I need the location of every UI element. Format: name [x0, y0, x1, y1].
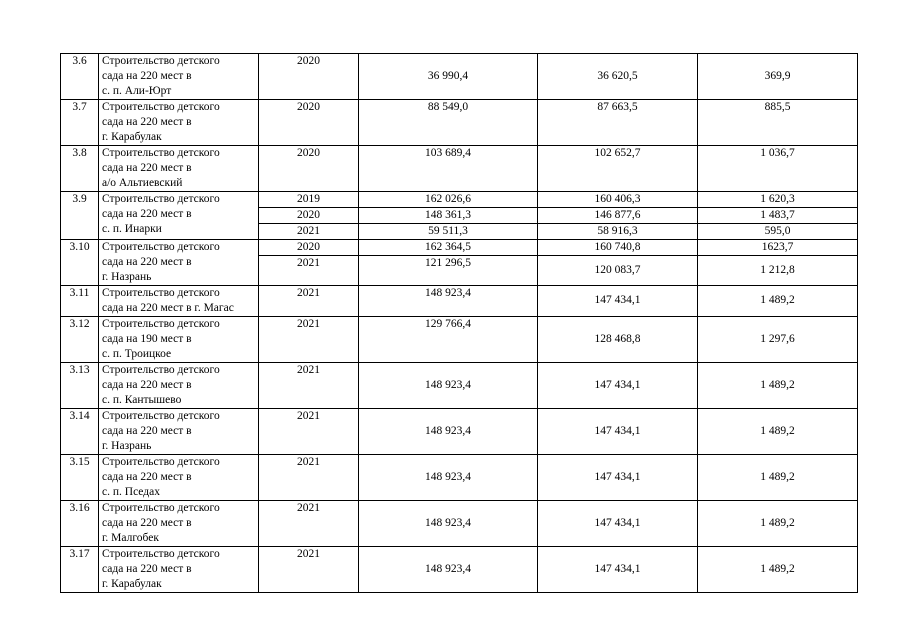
- regional-amount: 1 489,2: [698, 409, 858, 455]
- federal-amount: 128 468,8: [538, 317, 698, 363]
- project-name: Строительство детского сада на 220 мест в г. Назрань: [99, 240, 259, 286]
- regional-amount: 1 489,2: [698, 286, 858, 317]
- federal-amount: 36 620,5: [538, 54, 698, 100]
- total-amount: 148 923,4: [359, 286, 538, 317]
- federal-amount: 147 434,1: [538, 363, 698, 409]
- year-cell: 2020: [259, 146, 359, 192]
- regional-amount: 1 489,2: [698, 501, 858, 547]
- row-number: 3.11: [61, 286, 99, 317]
- year-cell: 2020: [259, 100, 359, 146]
- total-amount: 121 296,5: [359, 256, 538, 286]
- year-cell: 2021: [259, 409, 359, 455]
- year-cell: 2021: [259, 317, 359, 363]
- year-cell: 2020: [259, 54, 359, 100]
- federal-amount: 58 916,3: [538, 224, 698, 240]
- total-amount: 129 766,4: [359, 317, 538, 363]
- year-cell: 2020: [259, 240, 359, 256]
- row-number: 3.8: [61, 146, 99, 192]
- total-amount: 162 026,6: [359, 192, 538, 208]
- total-amount: 148 923,4: [359, 547, 538, 593]
- federal-amount: 160 406,3: [538, 192, 698, 208]
- regional-amount: 369,9: [698, 54, 858, 100]
- year-cell: 2021: [259, 286, 359, 317]
- total-amount: 148 923,4: [359, 363, 538, 409]
- regional-amount: 1 489,2: [698, 363, 858, 409]
- table-row: [61, 54, 858, 100]
- table-row: [61, 192, 858, 208]
- funding-table: [60, 53, 858, 593]
- project-name: Строительство детского сада на 190 мест в с. п. Троицкое: [99, 317, 259, 363]
- project-name: Строительство детского сада на 220 мест в г. Магас: [99, 286, 259, 317]
- table-row: [61, 455, 858, 501]
- row-number: 3.13: [61, 363, 99, 409]
- row-number: 3.16: [61, 501, 99, 547]
- total-amount: 148 923,4: [359, 455, 538, 501]
- total-amount: 103 689,4: [359, 146, 538, 192]
- total-amount: 88 549,0: [359, 100, 538, 146]
- row-number: 3.14: [61, 409, 99, 455]
- federal-amount: 102 652,7: [538, 146, 698, 192]
- regional-amount: 1 212,8: [698, 256, 858, 286]
- federal-amount: 147 434,1: [538, 455, 698, 501]
- project-name: Строительство детского сада на 220 мест в с. п. Инарки: [99, 192, 259, 240]
- table-row: [61, 100, 858, 146]
- total-amount: 36 990,4: [359, 54, 538, 100]
- regional-amount: 1 036,7: [698, 146, 858, 192]
- project-name: Строительство детского сада на 220 мест в а/о Альтиевский: [99, 146, 259, 192]
- table-row: [61, 501, 858, 547]
- table-row: [61, 363, 858, 409]
- row-number: 3.12: [61, 317, 99, 363]
- year-cell: 2020: [259, 208, 359, 224]
- total-amount: 148 361,3: [359, 208, 538, 224]
- year-cell: 2021: [259, 501, 359, 547]
- row-number: 3.9: [61, 192, 99, 240]
- project-name: Строительство детского сада на 220 мест в г. Карабулак: [99, 100, 259, 146]
- federal-amount: 147 434,1: [538, 547, 698, 593]
- project-name: Строительство детского сада на 220 мест в г. Назрань: [99, 409, 259, 455]
- regional-amount: 1 489,2: [698, 547, 858, 593]
- year-cell: 2021: [259, 363, 359, 409]
- table-row: [61, 146, 858, 192]
- table-row: [61, 547, 858, 593]
- year-cell: 2021: [259, 455, 359, 501]
- regional-amount: 1623,7: [698, 240, 858, 256]
- regional-amount: 1 483,7: [698, 208, 858, 224]
- row-number: 3.15: [61, 455, 99, 501]
- year-cell: 2019: [259, 192, 359, 208]
- federal-amount: 147 434,1: [538, 286, 698, 317]
- table-row: [61, 240, 858, 256]
- project-name: Строительство детского сада на 220 мест в с. п. Али-Юрт: [99, 54, 259, 100]
- project-name: Строительство детского сада на 220 мест в г. Малгобек: [99, 501, 259, 547]
- row-number: 3.10: [61, 240, 99, 286]
- row-number: 3.17: [61, 547, 99, 593]
- year-cell: 2021: [259, 547, 359, 593]
- project-name: Строительство детского сада на 220 мест в с. п. Кантышево: [99, 363, 259, 409]
- federal-amount: 87 663,5: [538, 100, 698, 146]
- regional-amount: 595,0: [698, 224, 858, 240]
- regional-amount: 1 489,2: [698, 455, 858, 501]
- project-name: Строительство детского сада на 220 мест в г. Карабулак: [99, 547, 259, 593]
- federal-amount: 120 083,7: [538, 256, 698, 286]
- federal-amount: 146 877,6: [538, 208, 698, 224]
- total-amount: 162 364,5: [359, 240, 538, 256]
- regional-amount: 885,5: [698, 100, 858, 146]
- total-amount: 148 923,4: [359, 501, 538, 547]
- total-amount: 59 511,3: [359, 224, 538, 240]
- table-row: [61, 409, 858, 455]
- table-row: [61, 317, 858, 363]
- project-name: Строительство детского сада на 220 мест в с. п. Пседах: [99, 455, 259, 501]
- federal-amount: 147 434,1: [538, 409, 698, 455]
- row-number: 3.6: [61, 54, 99, 100]
- federal-amount: 147 434,1: [538, 501, 698, 547]
- regional-amount: 1 297,6: [698, 317, 858, 363]
- table-row: [61, 286, 858, 317]
- row-number: 3.7: [61, 100, 99, 146]
- year-cell: 2021: [259, 256, 359, 286]
- federal-amount: 160 740,8: [538, 240, 698, 256]
- regional-amount: 1 620,3: [698, 192, 858, 208]
- year-cell: 2021: [259, 224, 359, 240]
- total-amount: 148 923,4: [359, 409, 538, 455]
